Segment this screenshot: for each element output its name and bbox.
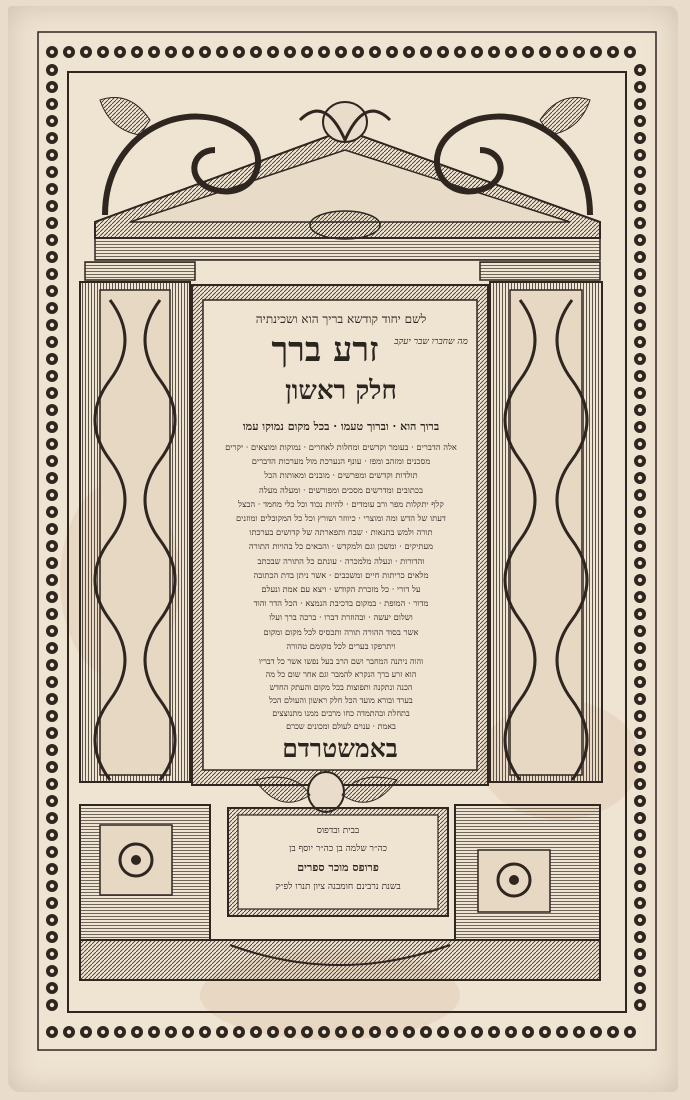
book-title: זרע ברך [271,330,379,370]
border-ornament-center [560,1030,564,1034]
border-ornament-center [50,680,54,684]
colophon-line: הוא זרע ברך הנקרא להמבר וגם אחר שום כל מה [265,670,417,679]
border-ornament-center [322,1030,326,1034]
border-ornament-center [628,1030,632,1034]
border-ornament-center [611,50,615,54]
border-ornament-center [50,510,54,514]
left-column [80,282,190,782]
description-line: תולדות וקדשים ומפרשים · מובנים ומאותות הכל [264,470,418,481]
border-ornament-center [50,782,54,786]
border-ornament-center [424,50,428,54]
border-ornament-center [50,969,54,973]
border-ornament-center [577,50,581,54]
pediment [95,98,600,261]
border-ornament-center [50,901,54,905]
border-ornament-center [50,850,54,854]
border-ornament-center [288,50,292,54]
border-ornament-center [118,50,122,54]
border-ornament-center [50,102,54,106]
border-ornament-center [50,799,54,803]
border-ornament-center [424,1030,428,1034]
border-ornament-center [492,50,496,54]
border-ornament-center [305,50,309,54]
border-ornament-center [50,595,54,599]
border-ornament-center [50,493,54,497]
border-ornament-center [638,578,642,582]
border-ornament-center [50,340,54,344]
border-ornament-center [271,1030,275,1034]
border-ornament-center [638,255,642,259]
border-ornament-center [118,1030,122,1034]
border-ornament-center [50,391,54,395]
description-line: אלה הדברים · בעומר וקדשים ומחלות לאחרים · נמוקות ומוצאים · יקרים [225,442,457,452]
border-ornament-center [50,459,54,463]
border-ornament-center [638,442,642,446]
left-pedestal [80,805,210,940]
border-ornament-center [339,1030,343,1034]
border-ornament-center [638,85,642,89]
border-ornament-center [50,204,54,208]
border-ornament-center [638,374,642,378]
border-ornament-center [638,629,642,633]
border-ornament-center [50,170,54,174]
border-ornament-center [101,50,105,54]
border-ornament-center [458,50,462,54]
border-ornament-center [50,50,54,54]
border-ornament-center [101,1030,105,1034]
border-ornament-center [50,272,54,276]
description-line: מלאים כריתות חיים ומשכבים · אשר ניתן בדת הכתובה [253,569,429,580]
border-ornament-center [50,442,54,446]
border-ornament-center [50,221,54,225]
angel-ornament [255,772,397,812]
border-ornament-center [526,1030,530,1034]
description-line: מדור · המופת · במקום בדכיבת הנמצא · הכל הדר והוד [253,598,429,609]
border-ornament-center [50,136,54,140]
border-ornament-center [67,1030,71,1034]
border-ornament-center [638,170,642,174]
border-ornament-center [50,731,54,735]
border-ornament-center [50,1003,54,1007]
border-ornament-center [638,731,642,735]
border-ornament-center [50,697,54,701]
border-ornament-center [638,459,642,463]
border-ornament-center [638,289,642,293]
border-ornament-center [50,357,54,361]
colophon-line: הכנה ונתקנה ותפוצות בכל מקום והעתק החדש [269,683,413,692]
border-ornament-center [84,50,88,54]
border-ornament-center [50,476,54,480]
border-ornament-center [67,50,71,54]
imprint-line: בשנת נרבינם חומבנה ציון תנרו לפ״ק [275,882,401,892]
border-ornament-center [169,1030,173,1034]
border-ornament-center [50,289,54,293]
border-ornament-center [611,1030,615,1034]
border-ornament-center [50,119,54,123]
border-ornament-center [526,50,530,54]
border-ornament-center [638,340,642,344]
border-ornament-center [638,561,642,565]
border-ornament-center [50,544,54,548]
border-ornament-center [50,561,54,565]
border-ornament-center [638,816,642,820]
border-ornament-center [50,578,54,582]
description-line: בכתובים ומדרשים מסכים ומפורשים · ומעלה מעלה [259,484,423,495]
border-ornament-center [50,765,54,769]
colophon-line: באמת · ענוים לעולם ומכונים שכרם [286,722,396,731]
border-ornament-center [135,1030,139,1034]
right-pedestal [455,805,600,940]
border-ornament-center [638,391,642,395]
border-ornament-center [638,476,642,480]
attribution-prefix: מה שחברו שבר יעקב [394,337,468,347]
border-ornament-center [638,102,642,106]
border-ornament-center [271,50,275,54]
border-ornament-center [50,986,54,990]
border-ornament-center [638,867,642,871]
border-ornament-center [237,1030,241,1034]
border-ornament-center [390,50,394,54]
border-ornament-center [638,204,642,208]
border-ornament-center [638,408,642,412]
border-ornament-center [441,1030,445,1034]
border-ornament-center [638,850,642,854]
imprint-line: פרופס מוכר ספרים [297,861,379,874]
border-ornament-center [50,255,54,259]
description-line: ושלום יעשה · ובהוזרת דברו · ברכה ברך ועלו [269,612,413,623]
border-ornament-center [638,884,642,888]
border-ornament-center [638,357,642,361]
border-ornament-center [638,510,642,514]
border-ornament-center [458,1030,462,1034]
border-ornament-center [638,680,642,684]
border-ornament-center [50,646,54,650]
border-ornament-center [220,50,224,54]
border-ornament-center [152,1030,156,1034]
border-ornament-center [50,935,54,939]
border-ornament-center [638,306,642,310]
border-ornament-center [50,714,54,718]
border-ornament-center [50,833,54,837]
border-ornament-center [638,595,642,599]
colophon-line: בערד ובורא מועד הכל חלק ראשון והעולם הכל [269,696,413,705]
border-ornament-center [638,748,642,752]
border-ornament-center [50,1030,54,1034]
colophon-block [212,655,470,733]
description-line: על דורי · כל מזכרת הקודש · ויצא עם אמת ונעלם [261,584,421,595]
border-ornament-center [390,1030,394,1034]
border-ornament-center [152,50,156,54]
border-ornament-center [638,612,642,616]
border-ornament-center [135,50,139,54]
border-ornament-center [50,306,54,310]
border-ornament-center [475,1030,479,1034]
imprint-line: כה״ר שלמה בן כה״ר יוסף בן [289,844,387,854]
description-line: קלף יתקלות מפר ורב עומדים · להיות נכוד וכל כלי מחמד · הבצל [238,498,444,509]
border-ornament-center [638,493,642,497]
border-ornament-center [50,187,54,191]
border-ornament-center [638,544,642,548]
border-ornament-center [322,50,326,54]
border-ornament-center [594,50,598,54]
border-ornament-center [50,629,54,633]
border-ornament-center [50,867,54,871]
border-ornament-center [638,187,642,191]
description-line: מעתיקים · ומשכן וגם ולמקדש · והבאים כל בהויות התורה [248,541,434,552]
border-ornament-center [638,527,642,531]
border-ornament-center [356,1030,360,1034]
motto-line: ברוך הוא · וברוך טעמו · בכל מקום נמוקו עמו [242,420,440,433]
border-ornament-center [638,646,642,650]
border-ornament-center [50,323,54,327]
border-ornament-center [509,1030,513,1034]
border-ornament-center [628,50,632,54]
border-ornament-center [638,663,642,667]
border-ornament-center [638,425,642,429]
border-ornament-center [50,374,54,378]
border-ornament-center [638,136,642,140]
right-column [490,282,602,782]
description-line: דעתו של הדש ומה ומוצרי · כיווזר ושורץ וכל כל המקובלים ומוזנים [236,513,446,524]
border-ornament-center [50,663,54,667]
border-ornament-center [203,1030,207,1034]
border-ornament-center [594,1030,598,1034]
border-ornament-center [638,119,642,123]
border-ornament-center [638,238,642,242]
border-ornament-center [50,748,54,752]
border-ornament-center [237,50,241,54]
border-ornament-center [638,221,642,225]
border-ornament-center [288,1030,292,1034]
border-ornament-center [543,1030,547,1034]
description-line: ויתרפקו בערים לכל מקומם טהורה [286,640,396,651]
border-ornament-center [254,1030,258,1034]
border-ornament-center [441,50,445,54]
border-ornament-center [638,153,642,157]
border-ornament-center [50,952,54,956]
volume-label: חלק ראשון [285,376,397,406]
border-ornament-center [638,799,642,803]
border-ornament-center [50,918,54,922]
border-ornament-center [50,816,54,820]
border-ornament-center [638,935,642,939]
border-ornament-center [577,1030,581,1034]
border-ornament-center [254,50,258,54]
place-of-printing: באמשטרדם [282,734,398,763]
border-ornament-center [407,1030,411,1034]
border-ornament-center [638,986,642,990]
border-ornament-center [560,50,564,54]
description-line: והדורות · ונעלה מלמכרה · עונתם כל התורה שבכתב [257,555,425,566]
border-ornament-center [50,408,54,412]
border-ornament-center [50,153,54,157]
description-line: תורה ולמש בתנאות · שבח ותפארתה של קדושים בערכתו [249,527,433,538]
border-ornament-center [638,765,642,769]
border-ornament-center [407,50,411,54]
border-ornament-center [638,782,642,786]
border-ornament-center [356,50,360,54]
description-line: מסכנים ומזהב ומפז · עונף הנערכת מול מערכות הדברים [251,456,431,467]
border-ornament-center [638,952,642,956]
imprint-line: בבית ובדפוס [316,826,360,836]
description-line: אשר בסוד ההורה תורה ותכסיס לכל מקום ומקום [263,626,419,637]
border-ornament-center [638,969,642,973]
border-ornament-center [50,612,54,616]
border-ornament-center [638,1003,642,1007]
border-ornament-center [638,272,642,276]
border-ornament-center [50,527,54,531]
colophon-line: בתחלת ובהתמדה כחו מרבים ממנו מתנוצצים [272,709,410,718]
border-ornament-center [50,425,54,429]
border-ornament-center [50,884,54,888]
border-ornament-center [220,1030,224,1034]
border-ornament-center [50,85,54,89]
border-ornament-center [638,901,642,905]
border-ornament-center [638,68,642,72]
border-ornament-center [84,1030,88,1034]
border-ornament-center [305,1030,309,1034]
border-ornament-center [475,50,479,54]
border-ornament-center [638,918,642,922]
invocation-line: לשם יחוד קודשא בריך הוא ושכינתיה [255,312,427,326]
border-ornament-center [638,833,642,837]
border-ornament-center [50,238,54,242]
border-ornament-center [373,50,377,54]
border-ornament-center [373,1030,377,1034]
border-ornament-center [339,50,343,54]
border-ornament-center [492,1030,496,1034]
border-ornament-center [638,714,642,718]
border-ornament-center [186,1030,190,1034]
border-ornament-center [50,68,54,72]
border-ornament-center [509,50,513,54]
imprint-block [242,822,434,896]
border-ornament-center [638,697,642,701]
border-ornament-center [543,50,547,54]
colophon-line: והוה ניתנה המחבר ושם הרב בעל נפשו אשר כל דבריו [258,657,424,666]
border-ornament-center [169,50,173,54]
border-ornament-center [203,50,207,54]
description-block [212,440,470,653]
border-ornament-center [186,50,190,54]
border-ornament-center [638,323,642,327]
